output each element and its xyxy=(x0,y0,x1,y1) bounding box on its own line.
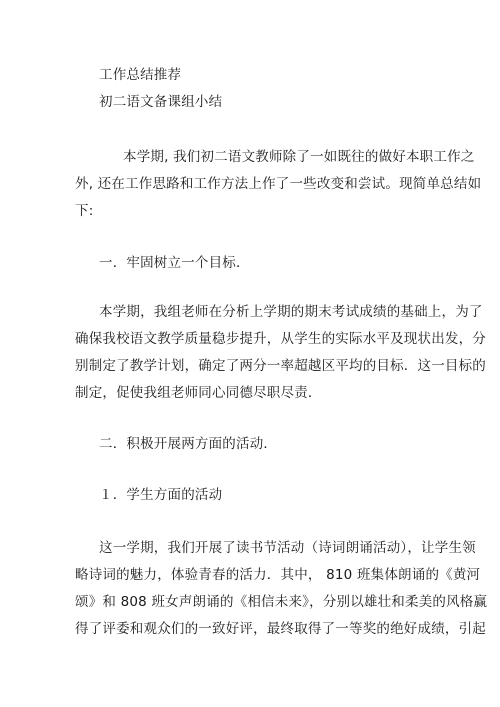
section2-line: 这一学期，我们开展了读书节活动（诗词朗诵活动），让学生领 xyxy=(99,540,476,556)
intro-line: 下: xyxy=(75,203,94,219)
section2-subheading: １．学生方面的活动 xyxy=(99,487,223,503)
section1-line: 别制定了教学计划，确定了两分一率超越区平均的目标．这一目标的 xyxy=(75,358,486,374)
document-subtitle: 初二语文备课组小结 xyxy=(99,94,223,110)
section2-heading: 二．积极开展两方面的活动． xyxy=(99,436,278,452)
section1-line: 本学期，我组老师在分析上学期的期末考试成绩的基础上，为了 xyxy=(99,304,483,320)
section2-line: 得了评委和观众们的一致好评，最终取得了一等奖的绝好成绩，引起 xyxy=(75,621,486,637)
intro-line: 外, 还在工作思路和工作方法上作了一些改变和尝试。现简单总结如 xyxy=(75,176,482,192)
intro-line: 本学期, 我们初二语文教师除了一如既往的做好本职工作之 xyxy=(123,149,475,165)
section2-line: 颂》和 808 班女声朗诵的《相信未来》，分别以雄壮和柔美的风格赢 xyxy=(75,594,488,610)
document-title: 工作总结推荐 xyxy=(99,67,182,83)
section1-line: 确保我校语文教学质量稳步提升，从学生的实际水平及现状出发，分 xyxy=(75,331,486,347)
section1-heading: 一．牢固树立一个目标． xyxy=(99,255,250,271)
section2-line: 略诗词的魅力，体验青春的活力．其中， 810 班集体朗诵的《黄河 xyxy=(75,567,481,583)
section1-line: 制定，促使我组老师同心同德尽职尽责． xyxy=(75,385,322,401)
